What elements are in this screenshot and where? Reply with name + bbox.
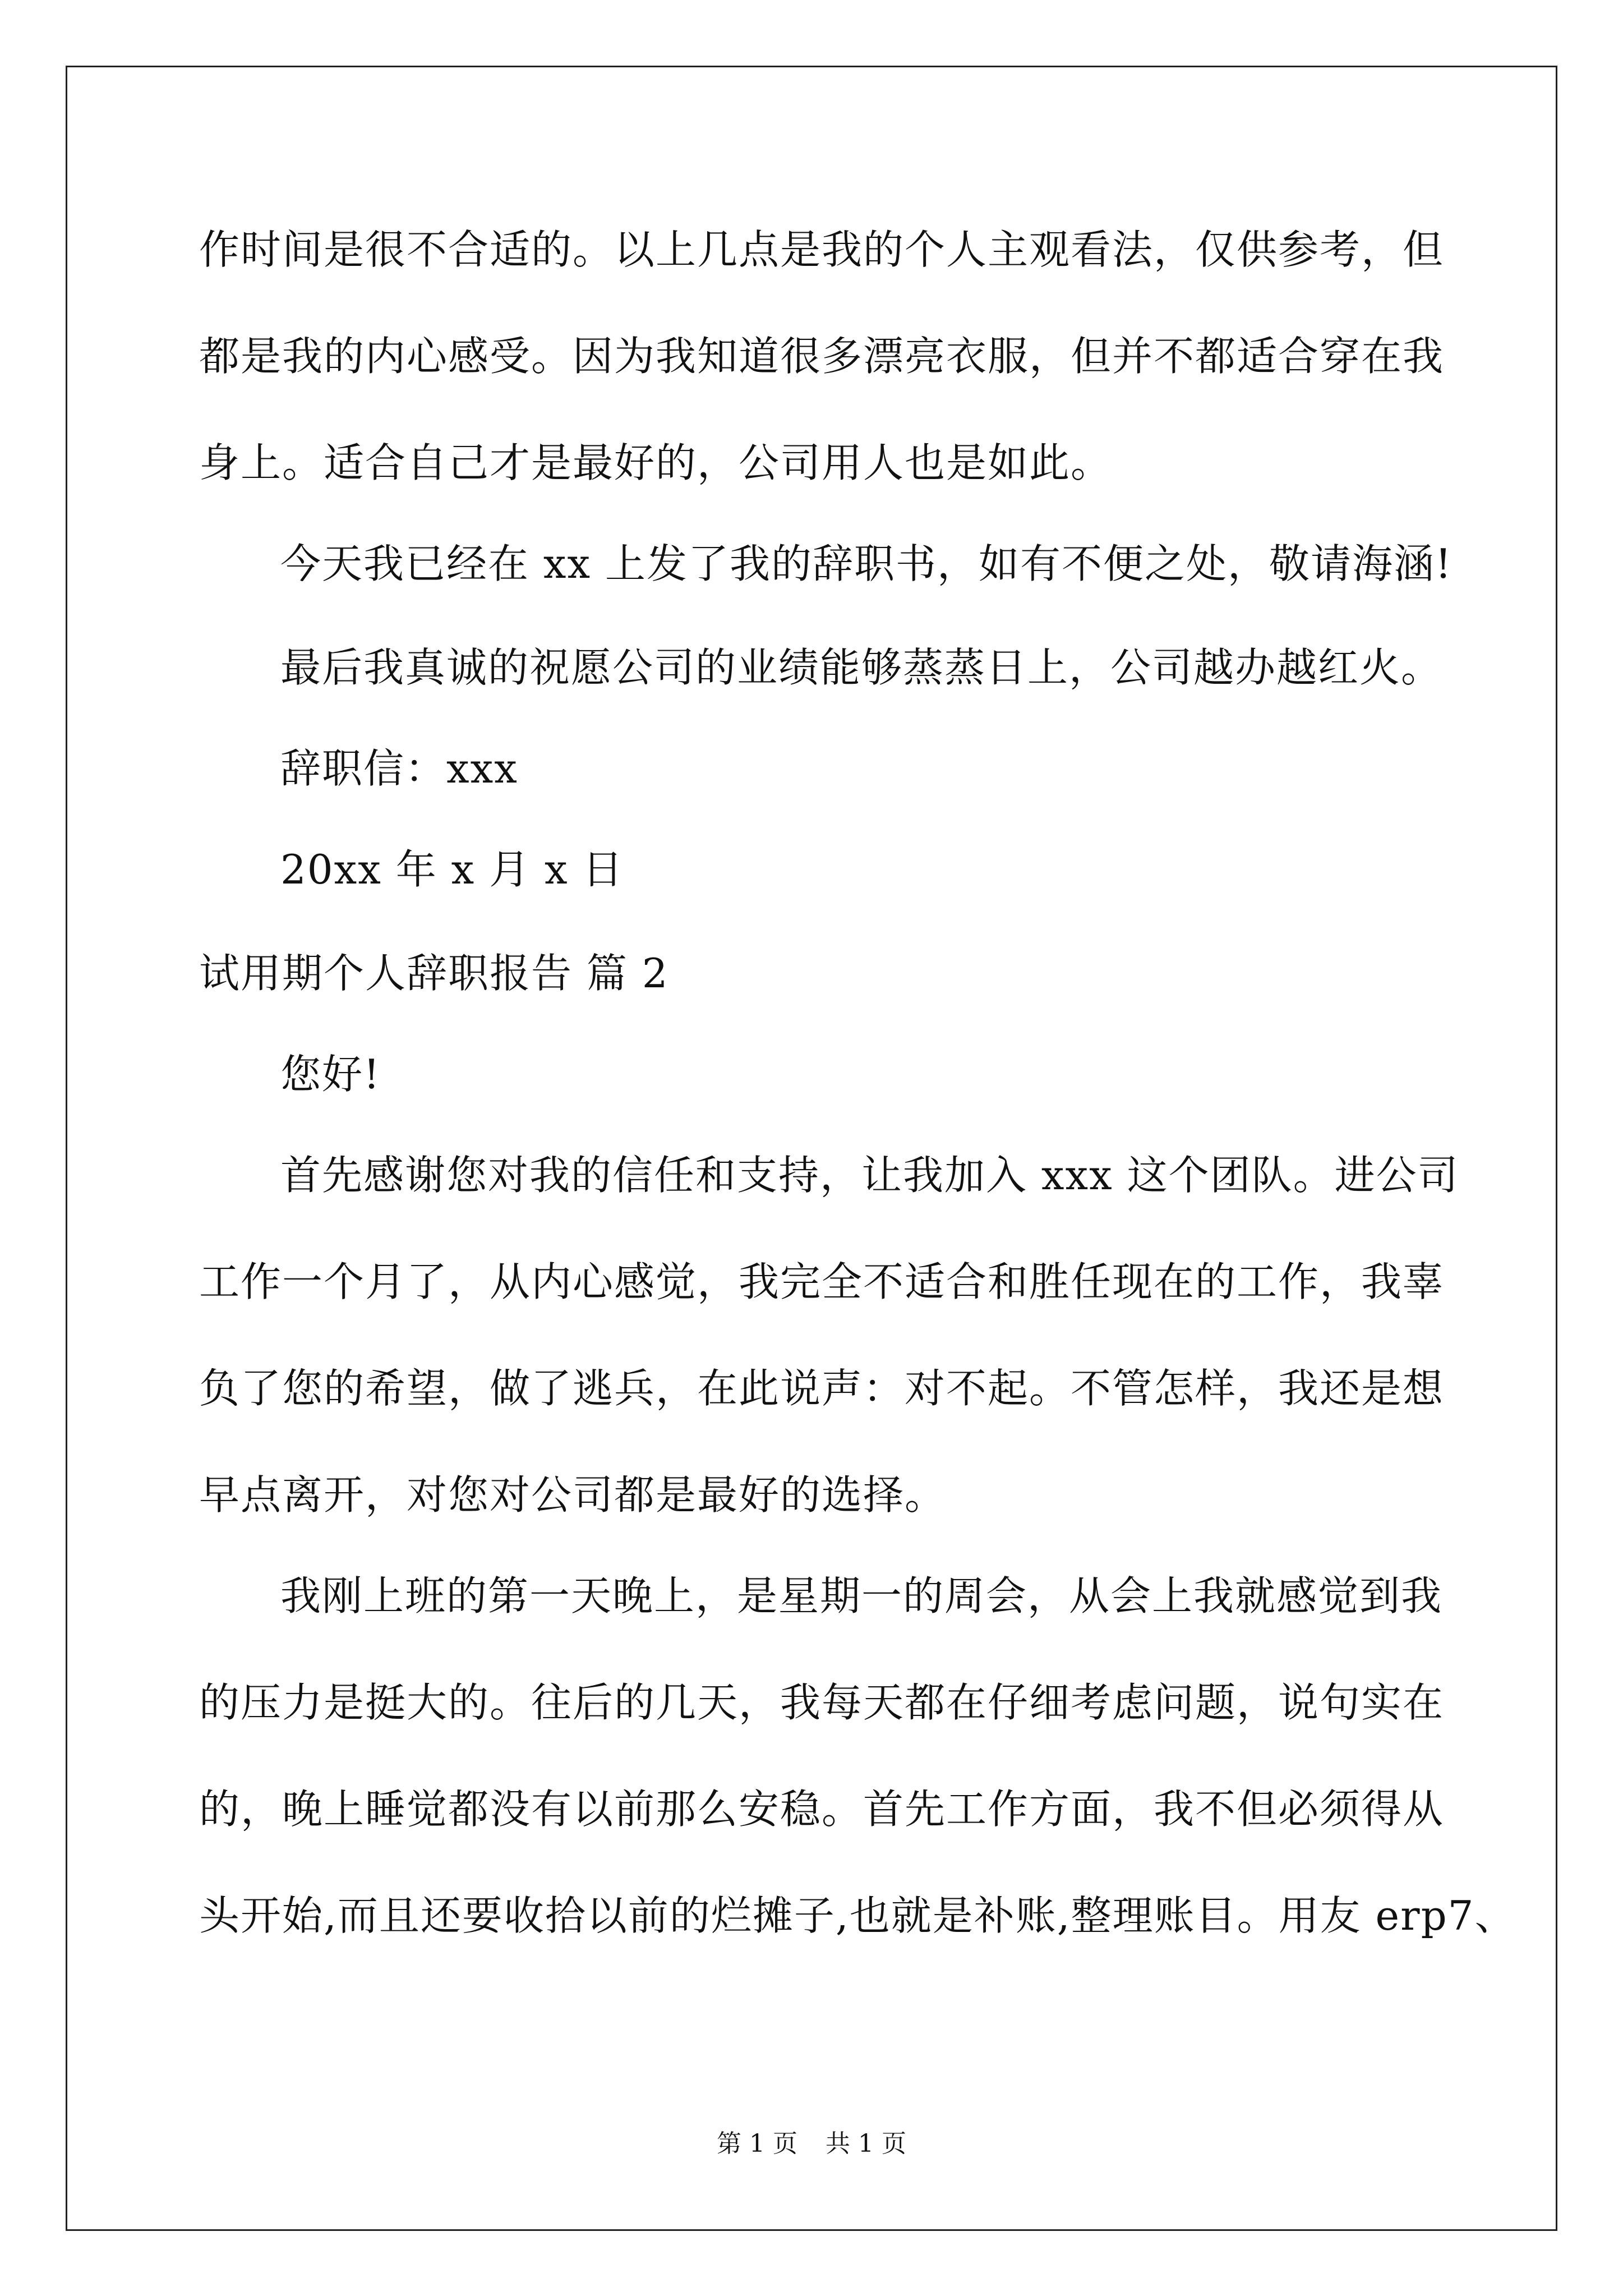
paragraph-line: 都是我的内心感受。因为我知道很多漂亮衣服，但并不都适合穿在我 — [199, 333, 1445, 380]
date-line: 20xx 年 x 月 x 日 — [280, 846, 624, 893]
greeting-line: 您好! — [280, 1051, 381, 1098]
paragraph-line: 身上。适合自己才是最好的，公司用人也是如此。 — [199, 439, 1113, 486]
paragraph-line: 最后我真诚的祝愿公司的业绩能够蒸蒸日上，公司越办越红火。 — [280, 644, 1443, 691]
signature-line: 辞职信：xxx — [280, 745, 518, 792]
paragraph-line: 我刚上班的第一天晚上，是星期一的周会，从会上我就感觉到我 — [280, 1572, 1443, 1619]
section-heading: 试用期个人辞职报告 篇 2 — [199, 950, 669, 997]
page-number: 第 1 页 — [717, 2129, 797, 2158]
paragraph-line: 的压力是挺大的。往后的几天，我每天都在仔细考虑问题，说句实在 — [199, 1679, 1445, 1726]
paragraph-line: 头开始,而且还要收拾以前的烂摊子,也就是补账,整理账目。用友 erp7、 — [199, 1892, 1516, 1939]
paragraph-line: 工作一个月了，从内心感觉，我完全不适合和胜任现在的工作，我辜 — [199, 1258, 1445, 1305]
paragraph-line: 首先感谢您对我的信任和支持，让我加入 xxx 这个团队。进公司 — [280, 1152, 1459, 1199]
paragraph-line: 早点离开，对您对公司都是最好的选择。 — [199, 1471, 947, 1519]
paragraph-line: 今天我已经在 xx 上发了我的辞职书，如有不便之处，敬请海涵! — [280, 540, 1453, 587]
paragraph-line: 的，晚上睡觉都没有以前那么安稳。首先工作方面，我不但必须得从 — [199, 1786, 1445, 1833]
paragraph-line: 负了您的希望，做了逃兵，在此说声：对不起。不管怎样，我还是想 — [199, 1365, 1445, 1412]
paragraph-line: 作时间是很不合适的。以上几点是我的个人主观看法，仅供参考，但 — [199, 226, 1445, 273]
page-total: 共 1 页 — [826, 2129, 906, 2158]
page-footer — [0, 2127, 1623, 2161]
